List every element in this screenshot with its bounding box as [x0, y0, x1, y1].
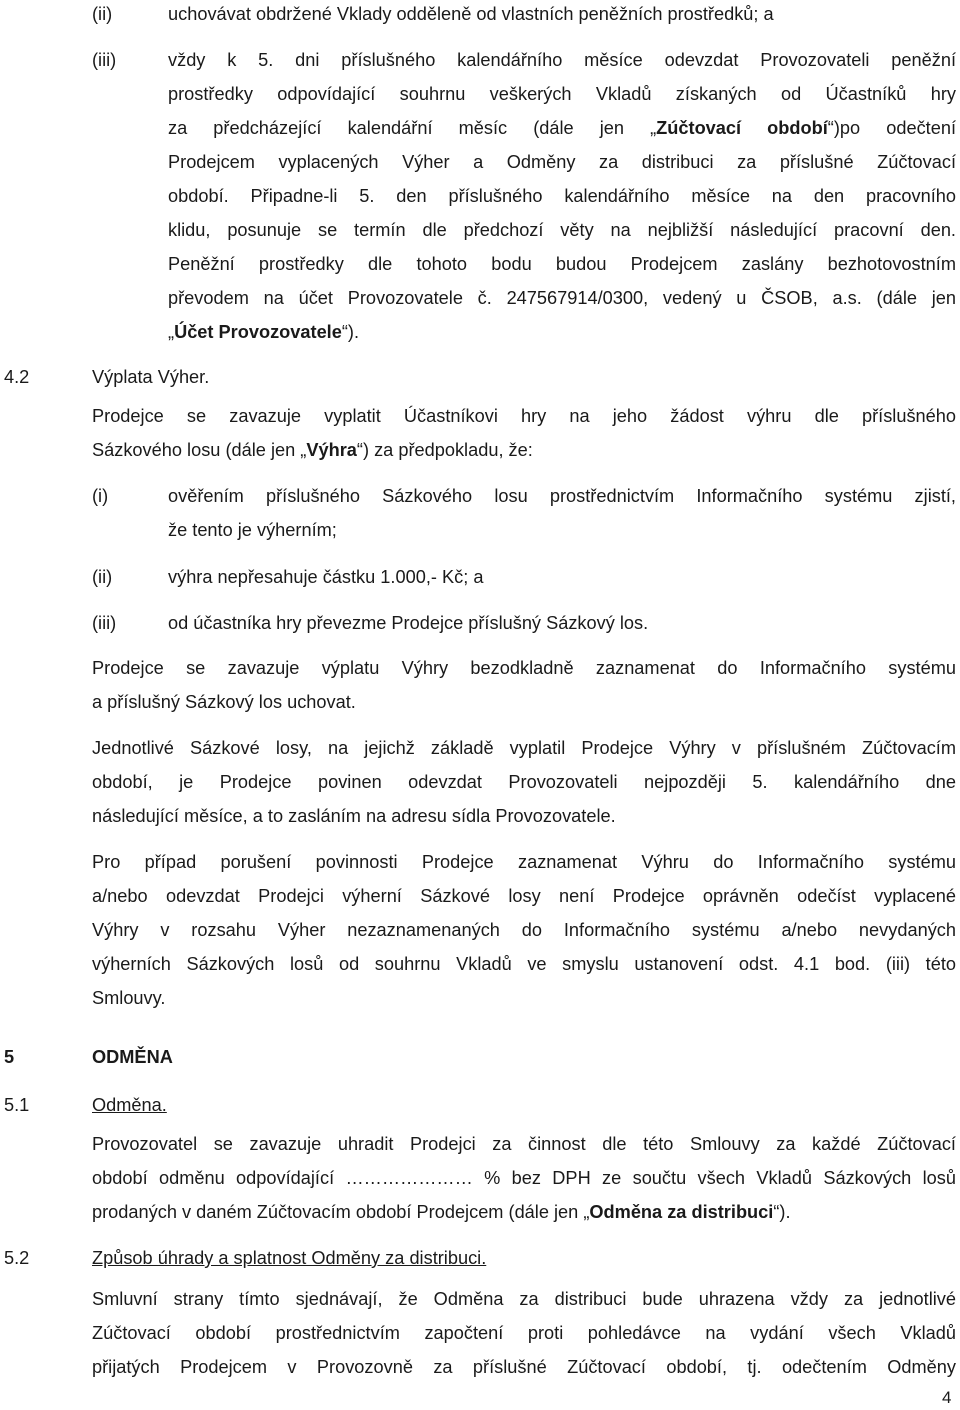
text-line: a příslušný Sázkový los uchovat. — [92, 692, 356, 712]
text-line: následující měsíce, a to zasláním na adresu sídla Provozovatele. — [92, 806, 616, 826]
text-line: prostředky odpovídající souhrnu veškerých Vkladů získaných od Účastníků hry — [168, 84, 956, 104]
paragraph — [92, 651, 956, 719]
text-line: Prodejcem vyplacených Výher a Odměny za distribuci za příslušné Zúčtovací — [168, 152, 956, 172]
section-title: Odměna. — [92, 1095, 167, 1115]
section-number: 5.1 — [4, 1095, 30, 1115]
text-line: převodem na účet Provozovatele č. 247567914/0300, vedený u ČSOB, a.s. (dále jen — [168, 288, 956, 308]
text-line: Peněžní prostředky dle tohoto bodu budou Prodejcem zaslány bezhotovostním — [168, 254, 956, 274]
list-item-text: výhra nepřesahuje částku 1.000,- Kč; a — [168, 567, 484, 587]
page-number: 4 — [942, 1388, 952, 1407]
text-line: a/nebo odevzdat Prodejci výherní Sázkové losy není Prodejce oprávněn odečíst vyplacené — [92, 886, 956, 906]
section-title: Výplata Výher. — [92, 367, 210, 387]
section-number: 4.2 — [4, 367, 30, 387]
text-line: že tento je výherním; — [168, 520, 337, 540]
list-number: (ii) — [92, 4, 113, 24]
list-number: (iii) — [92, 50, 117, 70]
paragraph — [92, 731, 956, 833]
text-line: Prodejce se zavazuje výplatu Výhry bezodkladně zaznamenat do Informačního systému — [92, 658, 956, 678]
text-line: „Účet Provozovatele“). — [168, 322, 360, 342]
list-item-text-block — [168, 479, 956, 547]
text-line: Zúčtovací období prostřednictvím započtení proti pohledávce na vydání všech Vkladů — [92, 1323, 956, 1343]
text-line: období, je Prodejce povinen odevzdat Provozovateli nejpozději 5. kalendářního dne — [92, 772, 956, 792]
section-number: 5.2 — [4, 1248, 30, 1268]
paragraph — [92, 399, 956, 467]
list-item-text: od účastníka hry převezme Prodejce příslušný Sázkový los. — [168, 613, 649, 633]
text-line: za předcházející kalendářní měsíc (dále jen „Zúčtovací období“)po odečtení — [168, 118, 956, 138]
paragraph — [92, 845, 956, 1015]
list-number: (ii) — [92, 567, 113, 587]
chapter-title: ODMĚNA — [92, 1047, 173, 1067]
list-number: (i) — [92, 486, 109, 506]
text-line: klidu, posunuje se termín dle předchozí věty na nejbližší následující pracovní den. — [168, 220, 956, 240]
text-line: Smluvní strany tímto sjednávají, že Odměna za distribuci bude uhrazena vždy za jednotlivé — [92, 1289, 956, 1309]
list-item-text: uchovávat obdržené Vklady odděleně od vlastních peněžních prostředků; a — [168, 4, 774, 24]
paragraph — [92, 1127, 956, 1229]
list-item-text-block — [168, 43, 956, 349]
section-title: Způsob úhrady a splatnost Odměny za distribuci. — [92, 1248, 487, 1268]
text-line: Výhry v rozsahu Výher nezaznamenaných do Informačního systému a/nebo nevydaných — [92, 920, 956, 940]
text-line: přijatých Prodejcem v Provozovně za příslušné Zúčtovací období, tj. odečtením Odměny — [92, 1357, 956, 1377]
text-line: Jednotlivé Sázkové losy, na jejichž základě vyplatil Prodejce Výhry v příslušném Zúčtovacím — [92, 738, 956, 758]
text-line: vždy k 5. dni příslušného kalendářního měsíce odevzdat Provozovateli peněžní — [168, 50, 956, 70]
text-line: období odměnu odpovídající ………………… % bez DPH ze součtu všech Vkladů Sázkových losů — [92, 1168, 956, 1188]
text-line: Prodejce se zavazuje vyplatit Účastníkovi hry na jeho žádost výhru dle příslušného — [92, 406, 956, 426]
text-line: výherních Sázkových losů od souhrnu Vkladů ve smyslu ustanovení odst. 4.1 bod. (iii) této — [92, 954, 956, 974]
text-line: Sázkového losu (dále jen „Výhra“) za předpokladu, že: — [92, 440, 533, 460]
chapter-number: 5 — [4, 1047, 15, 1067]
text-line: prodaných v daném Zúčtovacím období Prodejcem (dále jen „Odměna za distribuci“). — [92, 1202, 791, 1222]
list-number: (iii) — [92, 613, 117, 633]
text-line: období. Připadne-li 5. den příslušného kalendářního měsíce na den pracovního — [168, 186, 956, 206]
text-line: Provozovatel se zavazuje uhradit Prodejci za činnost dle této Smlouvy za každé Zúčtovací — [92, 1134, 956, 1154]
text-line: Pro případ porušení povinnosti Prodejce zaznamenat Výhru do Informačního systému — [92, 852, 956, 872]
paragraph — [92, 1282, 956, 1384]
text-line: Smlouvy. — [92, 988, 166, 1008]
text-line: ověřením příslušného Sázkového losu prostřednictvím Informačního systému zjistí, — [168, 486, 956, 506]
